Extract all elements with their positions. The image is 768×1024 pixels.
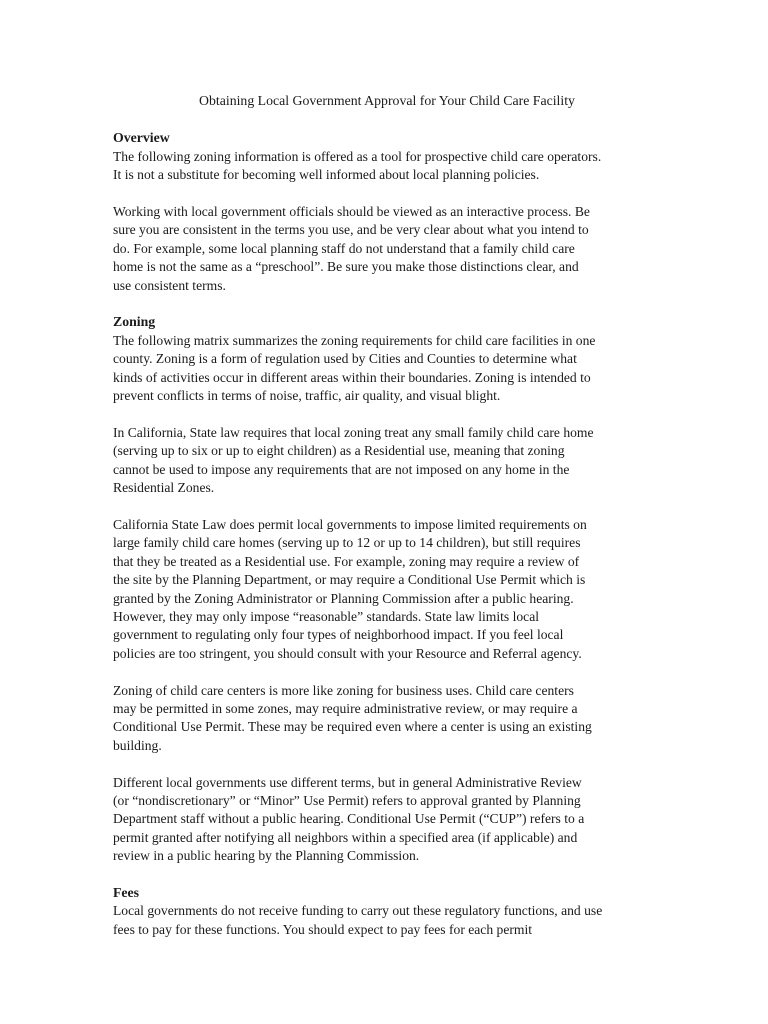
text-line: county. Zoning is a form of regulation used by Cities and Counties to determine what [113, 351, 577, 367]
text-line: home is not the same as a “preschool”. Be sure you make those distinctions clear, and [113, 259, 579, 275]
text-line: prevent conflicts in terms of noise, traffic, air quality, and visual blight. [113, 388, 501, 404]
paragraph [113, 424, 661, 498]
section-fees [113, 884, 661, 939]
paragraph [113, 902, 661, 939]
text-line: government to regulating only four types of neighborhood impact. If you feel local [113, 627, 564, 643]
text-line: cannot be used to impose any requirements that are not imposed on any home in the [113, 461, 570, 477]
text-line: Department staff without a public hearing. Conditional Use Permit (“CUP”) refers to a [113, 811, 585, 827]
text-line: granted by the Zoning Administrator or Planning Commission after a public hearing. [113, 590, 574, 606]
text-line: California State Law does permit local governments to impose limited requirements on [113, 516, 587, 532]
paragraph [113, 682, 661, 756]
text-line: permit granted after notifying all neighbors within a specified area (if applicable) and [113, 829, 578, 845]
text-line: that they be treated as a Residential use. For example, zoning may require a review of [113, 553, 580, 569]
text-line: building. [113, 737, 162, 753]
text-line: Conditional Use Permit. These may be required even where a center is using an existing [113, 719, 592, 735]
paragraph [113, 332, 661, 406]
text-line: In California, State law requires that local zoning treat any small family child care home [113, 424, 594, 440]
text-line: fees to pay for these functions. You should expect to pay fees for each permit [113, 921, 533, 937]
paragraph [113, 774, 661, 866]
text-line: may be permitted in some zones, may require administrative review, or may require a [113, 700, 578, 716]
section-heading-fees: Fees [113, 884, 140, 900]
text-line: policies are too stringent, you should consult with your Resource and Referral agency. [113, 645, 582, 661]
section-zoning [113, 313, 661, 865]
paragraph [113, 148, 661, 185]
section-heading-zoning: Zoning [113, 314, 156, 330]
text-line: (or “nondiscretionary” or “Minor” Use Permit) refers to approval granted by Planning [113, 792, 581, 808]
paragraph [113, 516, 661, 663]
section-overview [113, 129, 661, 295]
document-page [113, 92, 661, 958]
text-line: However, they may only impose “reasonable” standards. State law limits local [113, 608, 540, 624]
section-heading-overview: Overview [113, 130, 170, 146]
text-line: It is not a substitute for becoming well informed about local planning policies. [113, 167, 540, 183]
text-line: use consistent terms. [113, 277, 226, 293]
text-line: do. For example, some local planning staff do not understand that a family child care [113, 240, 575, 256]
text-line: Working with local government officials should be viewed as an interactive process. Be [113, 204, 590, 220]
text-line: Local governments do not receive funding to carry out these regulatory functions, and use [113, 903, 603, 919]
text-line: (serving up to six or up to eight children) as a Residential use, meaning that zoning [113, 443, 565, 459]
text-line: sure you are consistent in the terms you use, and be very clear about what you intend to [113, 222, 589, 238]
text-line: review in a public hearing by the Planning Commission. [113, 848, 420, 864]
paragraph [113, 203, 661, 295]
text-line: Zoning of child care centers is more like zoning for business uses. Child care centers [113, 682, 574, 698]
document-title: Obtaining Local Government Approval for Your Child Care Facility [199, 93, 575, 108]
text-line: Residential Zones. [113, 480, 215, 496]
text-line: The following matrix summarizes the zoning requirements for child care facilities in one [113, 332, 596, 348]
text-line: The following zoning information is offered as a tool for prospective child care operators. [113, 148, 602, 164]
text-line: Different local governments use different terms, but in general Administrative Review [113, 774, 582, 790]
text-line: the site by the Planning Department, or may require a Conditional Use Permit which is [113, 572, 586, 588]
text-line: kinds of activities occur in different areas within their boundaries. Zoning is intended to [113, 369, 591, 385]
text-line: large family child care homes (serving up to 12 or up to 14 children), but still requires [113, 535, 581, 551]
